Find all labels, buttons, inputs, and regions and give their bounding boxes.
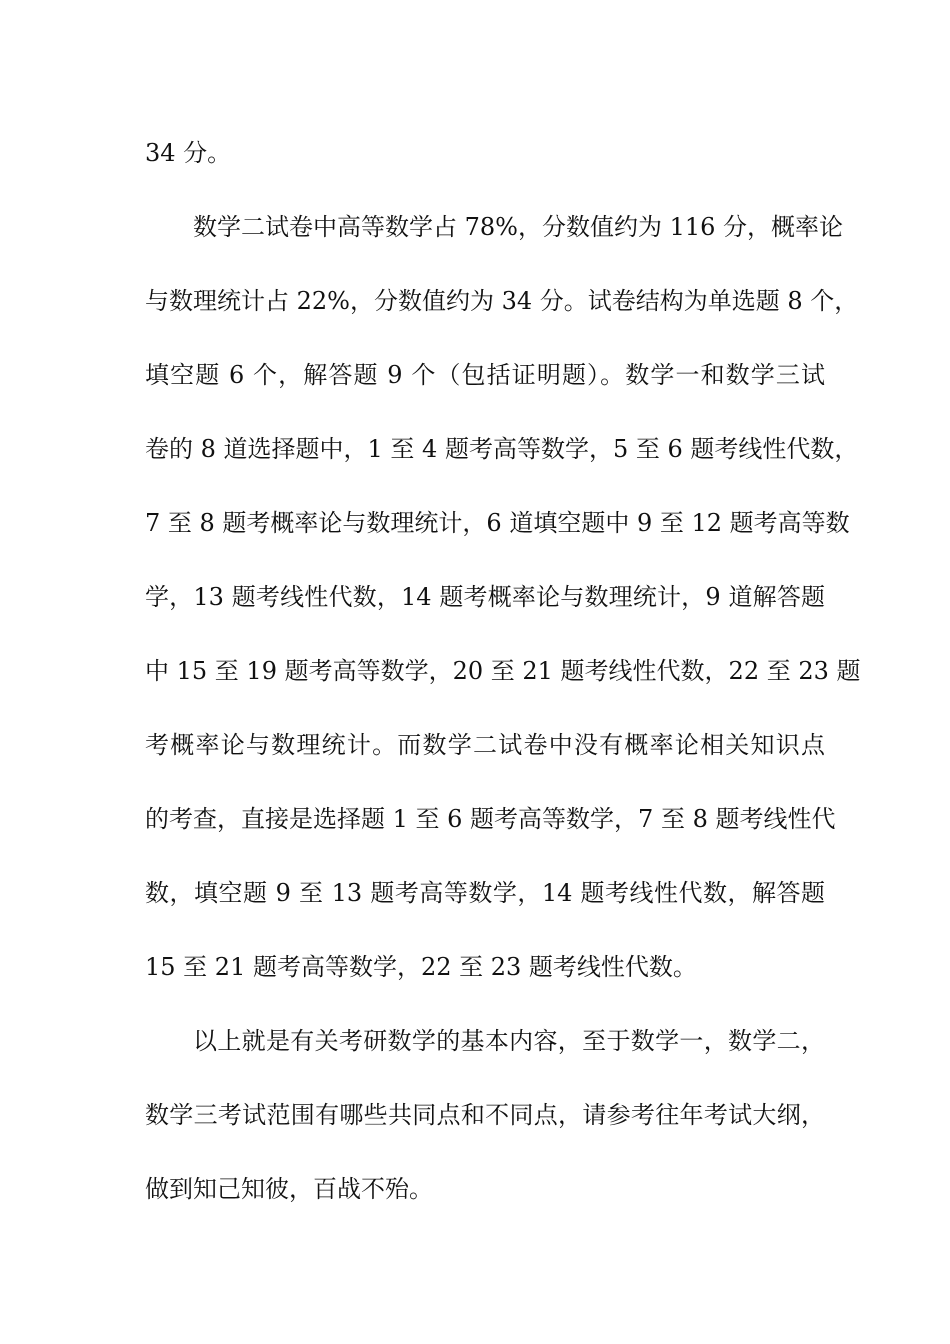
text-line: 中 15 至 19 题考高等数学，20 至 21 题考线性代数，22 至 23 题 bbox=[145, 657, 861, 685]
text-line: 与数理统计占 22%，分数值约为 34 分。试卷结构为单选题 8 个， bbox=[145, 287, 859, 315]
text-line: 7 至 8 题考概率论与数理统计，6 道填空题中 9 至 12 题考高等数 bbox=[145, 509, 850, 537]
text-line: 做到知己知彼，百战不殆。 bbox=[145, 1175, 433, 1203]
text-line: 学，13 题考线性代数，14 题考概率论与数理统计，9 道解答题 bbox=[145, 583, 825, 611]
text-line: 15 至 21 题考高等数学，22 至 23 题考线性代数。 bbox=[145, 953, 697, 981]
paragraph-start-line: 数学二试卷中高等数学占 78%，分数值约为 116 分，概率论 bbox=[193, 213, 844, 241]
text-line: 数学三考试范围有哪些共同点和不同点，请参考往年考试大纲， bbox=[145, 1101, 825, 1129]
paragraph-start-line: 以上就是有关考研数学的基本内容，至于数学一，数学二， bbox=[193, 1027, 825, 1055]
text-line: 填空题 6 个，解答题 9 个（包括证明题）。数学一和数学三试 bbox=[145, 361, 825, 389]
text-line: 卷的 8 道选择题中，1 至 4 题考高等数学，5 至 6 题考线性代数， bbox=[145, 435, 859, 463]
text-line: 数，填空题 9 至 13 题考高等数学，14 题考线性代数，解答题 bbox=[145, 879, 825, 907]
text-line: 考概率论与数理统计。而数学二试卷中没有概率论相关知识点 bbox=[145, 731, 825, 759]
text-line: 的考查，直接是选择题 1 至 6 题考高等数学，7 至 8 题考线性代 bbox=[145, 805, 836, 833]
text-line: 34 分。 bbox=[145, 139, 232, 167]
